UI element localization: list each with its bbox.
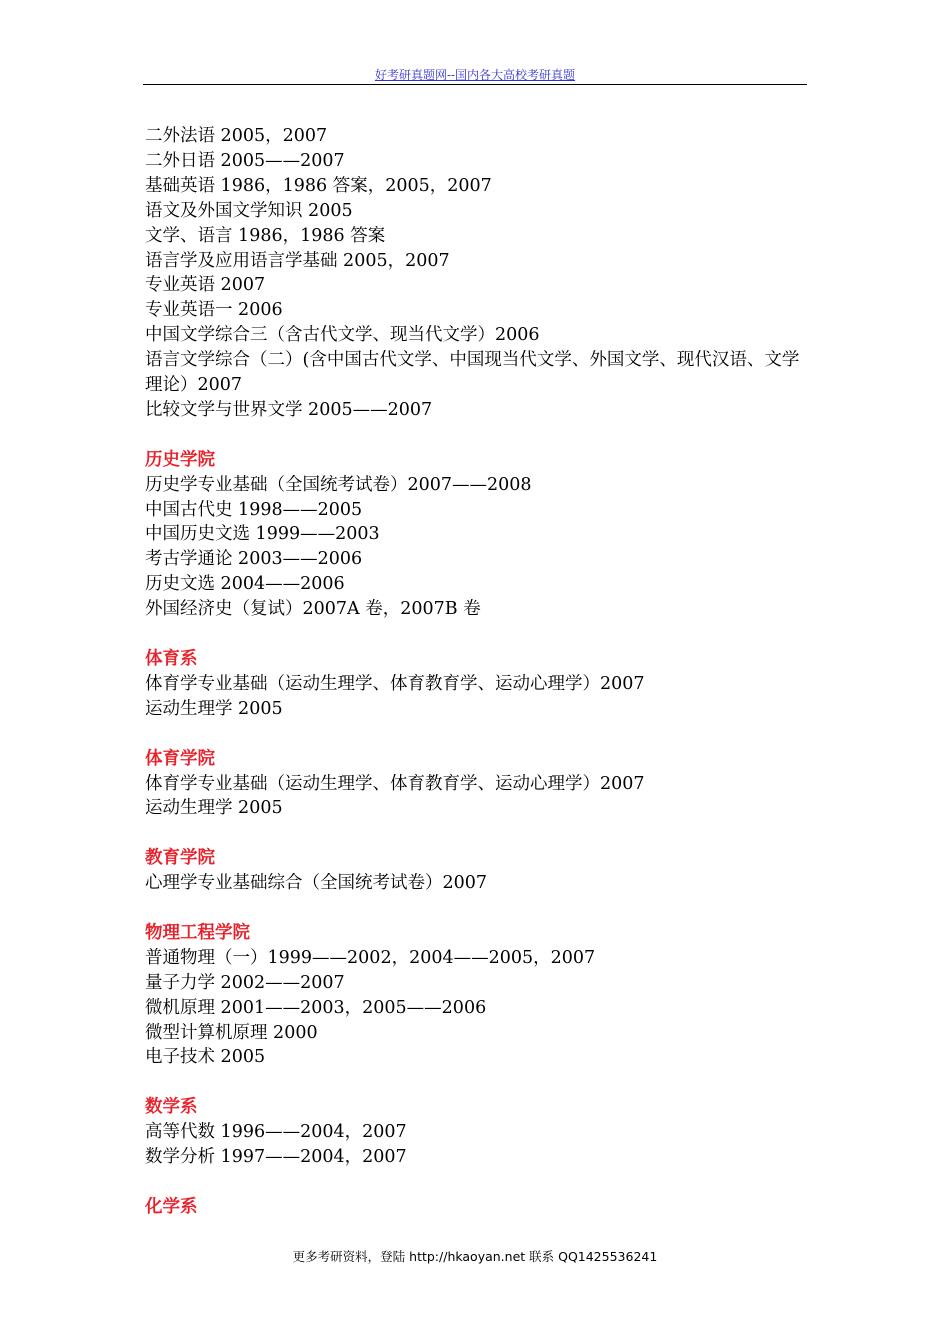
list-item: 中国历史文选 1999——2003	[145, 524, 380, 545]
page-footer: 更多考研资料，登陆 http://hkaoyan.net 联系 QQ1425536241	[292, 1249, 658, 1264]
section-heading: 体育学院	[145, 748, 215, 769]
list-item: 语文及外国文学知识 2005	[145, 200, 353, 221]
list-item: 历史学专业基础（全国统考试卷）2007——2008	[145, 474, 532, 495]
document-body	[145, 124, 810, 1220]
list-item: 语言学及应用语言学基础 2005，2007	[145, 250, 450, 271]
section-heading: 物理工程学院	[145, 922, 250, 943]
list-item: 数学分析 1997——2004，2007	[145, 1147, 407, 1168]
list-item: 微机原理 2001——2003，2005——2006	[145, 997, 487, 1018]
list-item: 高等代数 1996——2004，2007	[145, 1122, 407, 1143]
section-pe-department	[145, 647, 810, 722]
section-heading: 教育学院	[145, 848, 215, 869]
list-item: 语言文学综合（二）(含中国古代文学、中国现当代文学、外国文学、现代汉语、文学理论）2007	[145, 350, 800, 396]
list-item: 体育学专业基础（运动生理学、体育教育学、运动心理学）2007	[145, 673, 645, 694]
list-item: 比较文学与世界文学 2005——2007	[145, 399, 433, 420]
list-item: 二外法语 2005，2007	[145, 126, 328, 146]
section-math	[145, 1095, 810, 1170]
list-item: 量子力学 2002——2007	[145, 972, 345, 993]
section-chemistry	[145, 1195, 810, 1220]
list-item: 电子技术 2005	[145, 1047, 266, 1068]
list-item: 文学、语言 1986，1986 答案	[145, 225, 386, 246]
list-item: 二外日语 2005——2007	[145, 150, 345, 171]
list-item: 考古学通论 2003——2006	[145, 549, 363, 570]
list-item: 体育学专业基础（运动生理学、体育教育学、运动心理学）2007	[145, 773, 645, 794]
list-item: 专业英语一 2006	[145, 300, 283, 321]
list-item: 专业英语 2007	[145, 275, 266, 296]
list-item: 中国古代史 1998——2005	[145, 499, 363, 520]
list-item: 心理学专业基础综合（全国统考试卷）2007	[145, 873, 488, 894]
list-item: 运动生理学 2005	[145, 698, 283, 719]
list-item: 中国文学综合三（含古代文学、现当代文学）2006	[145, 325, 540, 346]
list-item: 外国经济史（复试）2007A 卷，2007B 卷	[145, 599, 481, 620]
section-physics	[145, 921, 810, 1070]
section-heading: 数学系	[145, 1097, 198, 1118]
section-pe-college	[145, 747, 810, 822]
section-history	[145, 448, 810, 622]
section-education	[145, 846, 810, 896]
section-heading: 体育系	[145, 649, 198, 669]
list-item: 历史文选 2004——2006	[145, 574, 345, 595]
list-item: 基础英语 1986，1986 答案，2005，2007	[145, 175, 492, 196]
intro-list	[145, 124, 810, 423]
list-item: 微型计算机原理 2000	[145, 1022, 318, 1043]
header-link[interactable]: 好考研真题网--国内各大高校考研真题	[374, 68, 576, 82]
section-heading: 化学系	[145, 1196, 198, 1217]
section-heading: 历史学院	[145, 449, 215, 470]
list-item: 运动生理学 2005	[145, 798, 283, 819]
page-header	[143, 64, 807, 85]
list-item: 普通物理（一）1999——2002，2004——2005，2007	[145, 947, 596, 968]
